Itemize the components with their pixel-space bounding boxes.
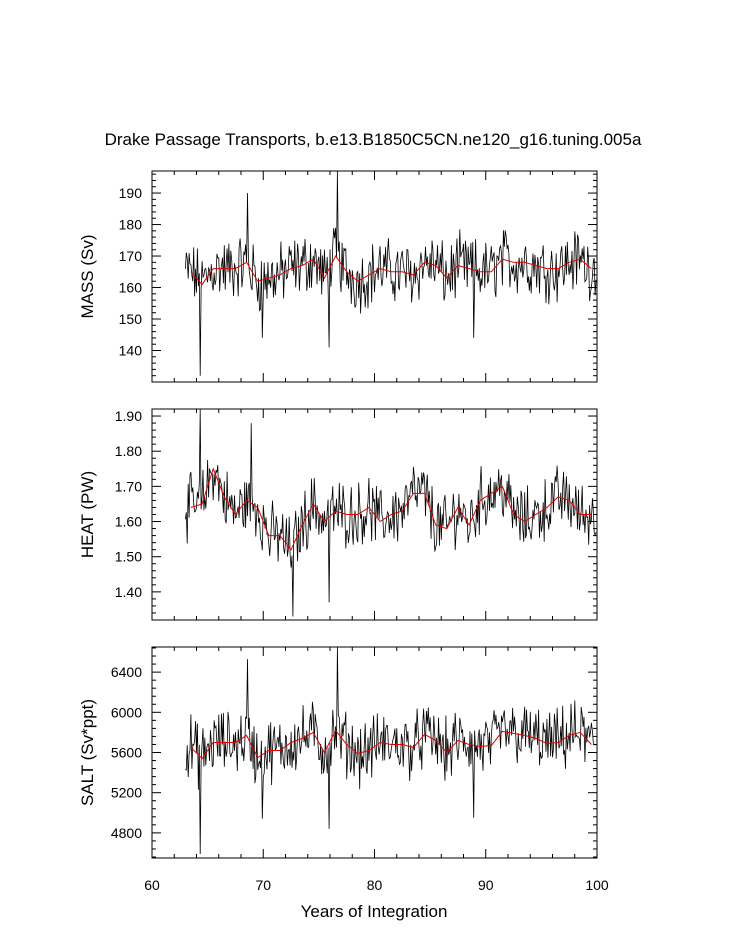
y-tick-label-heat: 1.40 bbox=[114, 583, 142, 600]
panel-salt bbox=[78, 647, 597, 858]
y-axis-label-heat: HEAT (PW) bbox=[78, 470, 97, 559]
panel-frame-mass bbox=[152, 171, 597, 382]
y-tick-label-heat: 1.60 bbox=[114, 513, 142, 530]
y-tick-label-heat: 1.90 bbox=[114, 408, 142, 425]
y-tick-label-salt: 6400 bbox=[110, 664, 142, 681]
panel-heat bbox=[78, 408, 597, 620]
y-tick-label-mass: 180 bbox=[118, 216, 142, 233]
y-tick-label-heat: 1.50 bbox=[114, 548, 142, 565]
x-tick-label: 70 bbox=[255, 877, 272, 893]
monthly-series-salt bbox=[185, 647, 596, 854]
x-tick-label: 80 bbox=[366, 877, 383, 893]
x-tick-label: 100 bbox=[585, 877, 609, 893]
y-tick-label-salt: 6000 bbox=[110, 704, 142, 721]
x-axis-label: Years of Integration bbox=[300, 902, 448, 921]
y-tick-label-mass: 150 bbox=[118, 311, 142, 328]
y-axis-label-mass: MASS (Sv) bbox=[78, 234, 97, 319]
y-tick-label-salt: 4800 bbox=[110, 824, 142, 841]
monthly-series-mass bbox=[185, 171, 596, 376]
y-tick-label-mass: 170 bbox=[118, 248, 142, 265]
panel-frame-salt bbox=[152, 647, 597, 858]
y-tick-label-mass: 140 bbox=[118, 342, 142, 359]
monthly-series-heat bbox=[185, 409, 596, 617]
x-tick-label: 90 bbox=[477, 877, 494, 893]
y-tick-label-salt: 5600 bbox=[110, 744, 142, 761]
y-tick-label-salt: 5200 bbox=[110, 784, 142, 801]
y-tick-label-mass: 160 bbox=[118, 279, 142, 296]
y-axis-label-salt: SALT (Sv*ppt) bbox=[78, 698, 97, 807]
x-tick-label: 60 bbox=[144, 877, 160, 893]
y-tick-label-heat: 1.80 bbox=[114, 443, 142, 460]
y-tick-label-mass: 190 bbox=[118, 185, 142, 202]
chart-title: Drake Passage Transports, b.e13.B1850C5CN.ne120_g16.tuning.005a bbox=[104, 130, 642, 149]
panel-mass bbox=[78, 171, 597, 382]
y-tick-label-heat: 1.70 bbox=[114, 478, 142, 495]
